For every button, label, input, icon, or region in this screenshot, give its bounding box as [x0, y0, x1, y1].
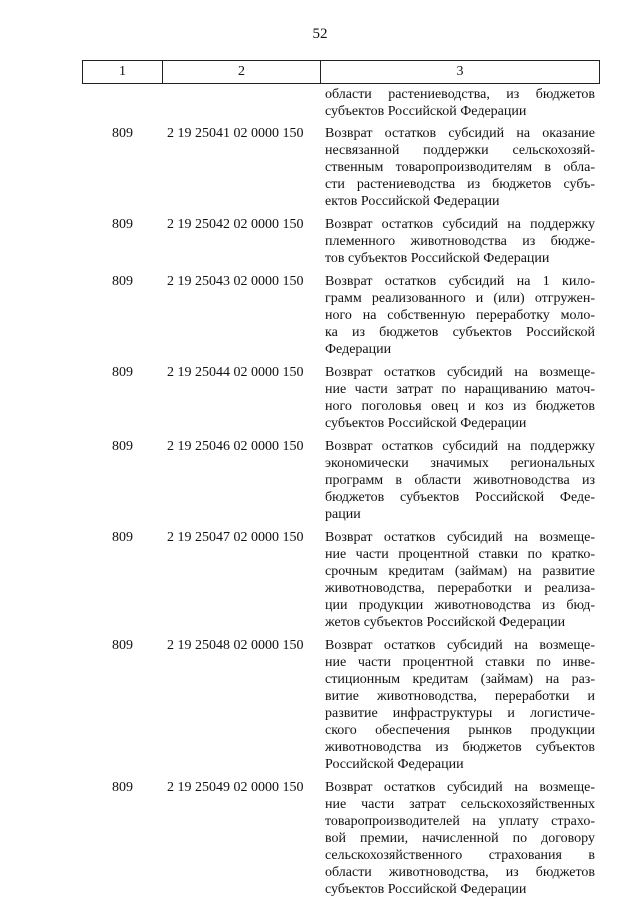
description-line: ции продукции животноводства из бюд-	[325, 598, 595, 613]
description-line: субъектов Российской Федерации	[325, 882, 527, 897]
admin-code-cell: 809	[112, 365, 133, 380]
description-line: Возврат остатков субсидий на оказание	[325, 126, 595, 141]
budget-code-cell: 2 19 25046 02 0000 150	[167, 439, 304, 454]
description-line: ние части затрат сельскохозяйственных	[325, 797, 595, 812]
description-line: Возврат остатков субсидий на возмеще-	[325, 530, 595, 545]
description-line: Возврат остатков субсидий на возмеще-	[325, 365, 595, 380]
budget-code-cell: 2 19 25048 02 0000 150	[167, 638, 304, 653]
description-line: витие животноводства, переработки и	[325, 689, 595, 704]
description-line: развитие инфраструктуры и логистиче-	[325, 706, 595, 721]
budget-code-cell: 2 19 25043 02 0000 150	[167, 274, 304, 289]
description-line: ектов Российской Федерации	[325, 194, 500, 209]
budget-code-cell: 2 19 25042 02 0000 150	[167, 217, 304, 232]
description-cell	[325, 529, 595, 631]
description-cell	[325, 273, 595, 358]
description-line: животноводства из бюджетов субъектов	[325, 740, 595, 755]
description-line: ного поголовья овец и коз из бюджетов	[325, 399, 595, 414]
budget-code-cell: 2 19 25044 02 0000 150	[167, 365, 304, 380]
description-line: Возврат остатков субсидий на поддержку	[325, 439, 595, 454]
description-line: товаропроизводителей на уплату страхо-	[325, 814, 595, 829]
description-line: рации	[325, 507, 361, 522]
admin-code-cell: 809	[112, 638, 133, 653]
budget-code-cell: 2 19 25047 02 0000 150	[167, 530, 304, 545]
description-line: экономически значимых региональных	[325, 456, 595, 471]
table-header	[82, 60, 600, 84]
header-col-2: 2	[163, 61, 321, 83]
description-line: племенного животноводства из бюдже-	[325, 234, 595, 249]
description-line: срочным кредитам (займам) на развитие	[325, 564, 595, 579]
description-cell	[325, 637, 595, 773]
description-line: тов субъектов Российской Федерации	[325, 251, 550, 266]
budget-code-cell: 2 19 25041 02 0000 150	[167, 126, 304, 141]
description-line: жетов субъектов Российской Федерации	[325, 615, 566, 630]
description-line: Возврат остатков субсидий на поддержку	[325, 217, 595, 232]
description-line: вой премии, начисленной по договору	[325, 831, 595, 846]
description-cell	[325, 216, 595, 267]
admin-code-cell: 809	[112, 780, 133, 795]
description-line: Российской Федерации	[325, 757, 464, 772]
description-line: ние части затрат по наращиванию маточ-	[325, 382, 595, 397]
description-cell	[325, 364, 595, 432]
page-number: 52	[312, 26, 328, 42]
description-line: Возврат остатков субсидий на 1 кило-	[325, 274, 595, 289]
description-line: бюджетов субъектов Российской Феде-	[325, 490, 595, 505]
description-line: несвязанной поддержки сельскохозяй-	[325, 143, 595, 158]
admin-code-cell: 809	[112, 126, 133, 141]
description-cell	[325, 779, 595, 898]
description-cell	[325, 86, 595, 120]
description-line: субъектов Российской Федерации	[325, 104, 527, 119]
description-line: ного на собственную переработку моло-	[325, 308, 595, 323]
description-line: ского обеспечения рынков продукции	[325, 723, 595, 738]
description-line: области растениеводства, из бюджетов	[325, 87, 595, 102]
description-line: ние части процентной ставки по инве-	[325, 655, 595, 670]
description-line: субъектов Российской Федерации	[325, 416, 527, 431]
admin-code-cell: 809	[112, 530, 133, 545]
admin-code-cell: 809	[112, 274, 133, 289]
description-line: ственным товаропроизводителям в обла-	[325, 160, 595, 175]
description-line: животноводства, переработки и реализа-	[325, 581, 595, 596]
description-line: сти растениеводства из бюджетов субъ-	[325, 177, 595, 192]
description-line: программ в области животноводства из	[325, 473, 595, 488]
description-line: грамм реализованного и (или) отгружен-	[325, 291, 595, 306]
description-line: ка из бюджетов субъектов Российской	[325, 325, 595, 340]
admin-code-cell: 809	[112, 217, 133, 232]
admin-code-cell: 809	[112, 439, 133, 454]
description-line: ние части процентной ставки по кратко-	[325, 547, 595, 562]
description-cell	[325, 438, 595, 523]
description-line: области животноводства, из бюджетов	[325, 865, 595, 880]
description-line: Возврат остатков субсидий на возмеще-	[325, 638, 595, 653]
description-line: сельскохозяйственного страхования в	[325, 848, 595, 863]
header-col-3: 3	[456, 64, 464, 79]
description-cell	[325, 125, 595, 210]
description-line: Федерации	[325, 342, 392, 357]
header-col-1: 1	[83, 61, 163, 83]
budget-code-cell: 2 19 25049 02 0000 150	[167, 780, 304, 795]
description-line: стиционным кредитам (займам) на раз-	[325, 672, 595, 687]
description-line: Возврат остатков субсидий на возмеще-	[325, 780, 595, 795]
